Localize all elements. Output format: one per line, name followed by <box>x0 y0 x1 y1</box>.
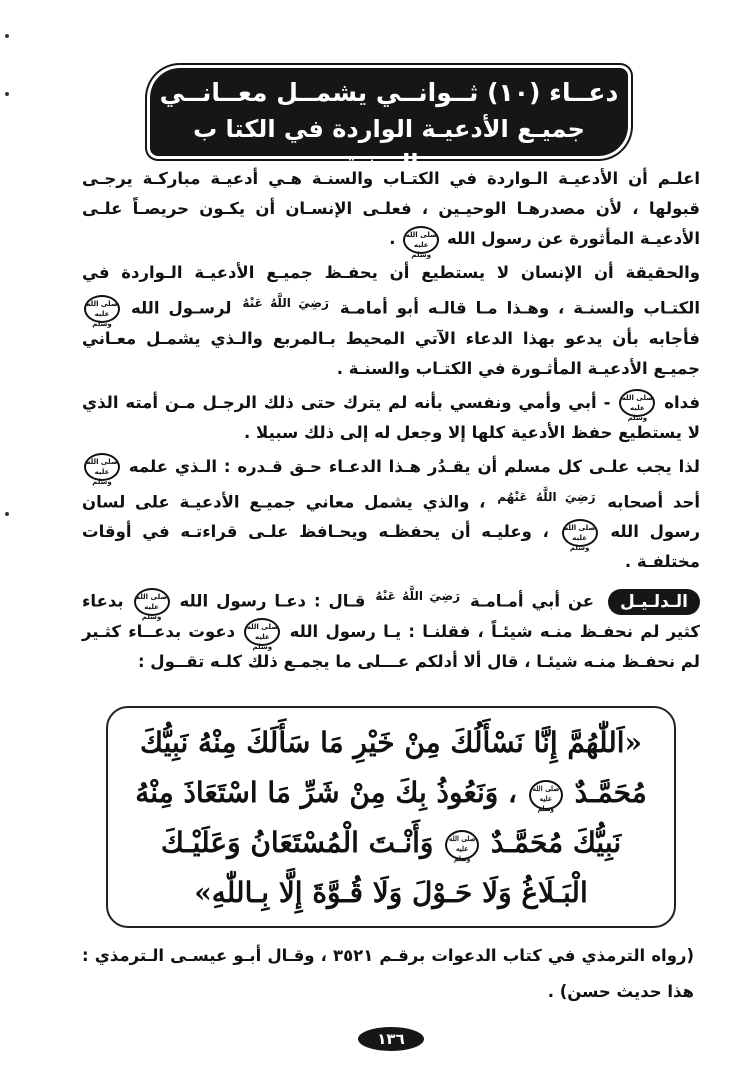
dua-line-4: الْبَـلَاغُ وَلَا حَـوْلَ وَلَا قُـوَّةَ إِلَّا بِـاللّٰهِ» <box>194 876 588 909</box>
title-line-1: دعــاء (١٠) ثــوانــي يشمــل معــانــي <box>159 78 619 107</box>
paragraph-text: عن أبي أمـامـة <box>469 591 595 611</box>
salla-seal-icon: صلى الله عليه وسلم <box>84 453 120 481</box>
paragraph-text: - أبي وأمي ونفسي بأنه لم يترك حتى ذلك الرجـل مـن أمته الذي لا يستطيع حفظ الأدعية كلها إلا وجعل له إلى ذلك سبيلا . <box>82 392 700 442</box>
paragraph-text: قـال : دعـا رسول الله <box>179 591 366 611</box>
hadith-reference: (رواه الترمذي في كتاب الدعوات برقـم ٣٥٢١ ، وقـال أبـو عيسـى الـترمذي : هذا حديث حسن) . <box>82 946 695 1001</box>
salla-seal-icon: صلى الله عليه وسلم <box>244 618 280 646</box>
paragraph-text: . <box>389 229 396 248</box>
paragraph-text: لرسـول الله <box>130 298 232 318</box>
salla-seal-icon: صلى الله عليه وسلم <box>403 226 439 254</box>
paragraph-text: والحقيقة أن الإنسان لا يستطيع أن يحفـظ جميـع الأدعيـة الـواردة في الكتـاب والسنـة ، وهـذا مـا قالـه أبو أمامـة <box>82 263 701 318</box>
paragraph-intro <box>82 164 700 259</box>
title-line-2: جميـع الأدعيـة الواردة في الكتا ب والسنـة <box>193 115 585 177</box>
radi-honorific: رَضِيَ اللَّهُ عَنْهُ <box>375 589 460 603</box>
title-banner <box>150 68 628 177</box>
radi-honorific: رَضِيَ اللَّهُ عَنْهُم <box>497 489 596 504</box>
scan-speck <box>5 34 9 38</box>
salla-seal-icon: صلى الله عليه وسلم <box>84 295 120 323</box>
paragraph-text: أحد أصحابه <box>607 492 701 511</box>
paragraph-text: ، والذي يشمل معاني جميـع الأدعيـة على لسان رسول الله <box>82 492 700 541</box>
salla-seal-icon: صلى الله عليه وسلم <box>445 830 479 860</box>
salla-seal-icon: صلى الله عليه وسلم <box>529 780 563 810</box>
scan-speck <box>5 92 9 96</box>
paragraph-text: فداه <box>664 392 700 412</box>
salla-seal-icon: صلى الله عليه وسلم <box>134 588 170 616</box>
page-number: ١٣٦ <box>358 1027 424 1051</box>
dua-line-2 <box>122 768 660 818</box>
paragraph-obligation <box>82 452 700 578</box>
paragraph-ransom <box>82 388 700 448</box>
paragraph-text: ، وعليـه أن يحفظـه ويحـافظ علـى قراءتـه في أوقات مختلفـة . <box>82 522 700 571</box>
dua-line-1: «اَللّٰهُمَّ إِنَّا نَسْأَلُكَ مِنْ خَيْرِ مَا سَأَلَكَ مِنْهُ نَبِيُّكَ <box>139 726 643 759</box>
paragraph-truth <box>82 258 700 384</box>
evidence-label: الـدلـيـل <box>608 589 700 615</box>
radi-honorific: رَضِيَ اللَّهُ عَنْهُ <box>242 296 329 310</box>
dua-line-3 <box>122 818 660 868</box>
dua-text: وَأَنْـتَ الْمُسْتَعَانُ وَعَلَيْـكَ <box>160 826 434 859</box>
paragraph-text: فأجابه بأن يدعو بهذا الدعاء الآتي المحيط بـالمربع والـذي يشمـل معـاني جميـع الأدعيـة المأثـورة في الكتـاب والسنـة . <box>82 328 700 378</box>
salla-seal-icon: صلى الله عليه وسلم <box>562 519 598 547</box>
paragraph-text: دعوت بدعــاء كثـير لم نحفـظ منـه شيئـا ، قال ألا أدلكم عـــلى ما يجمـع ذلك كلـه تقــول : <box>82 621 700 671</box>
paragraph-evidence <box>82 581 700 677</box>
dua-text: مُحَمَّـدٌ <box>574 776 647 809</box>
dua-text: ، وَنَعُوذُ بِكَ مِنْ شَرِّ مَا اسْتَعَاذَ مِنْهُ <box>135 776 518 809</box>
body-text <box>82 164 700 681</box>
scan-speck <box>5 512 9 516</box>
dua-box <box>106 706 676 928</box>
paragraph-text: بدعاء كثير لم نحفـظ منـه شيئـاً ، فقلنـا : يـا رسول الله <box>82 591 700 641</box>
paragraph-text: لذا يجب علـى كل مسلم أن يقـدُر هـذا الدعـاء حـق قـدره : الـذي علمه <box>128 456 700 476</box>
salla-seal-icon: صلى الله عليه وسلم <box>619 389 655 417</box>
dua-text: نَبِيُّكَ مُحَمَّـدٌ <box>490 826 622 859</box>
paragraph-text: اعلـم أن الأدعيـة الـواردة في الكتـاب والسنـة هـي أدعيـة مباركـة يرجـى قبولها ، لأن مصدرهـا الوحيـين ، فعلـى الإنسـان أن يكـون حريصـاً علـى الأدعيـة المأثورة عن رسول الله <box>82 169 700 248</box>
